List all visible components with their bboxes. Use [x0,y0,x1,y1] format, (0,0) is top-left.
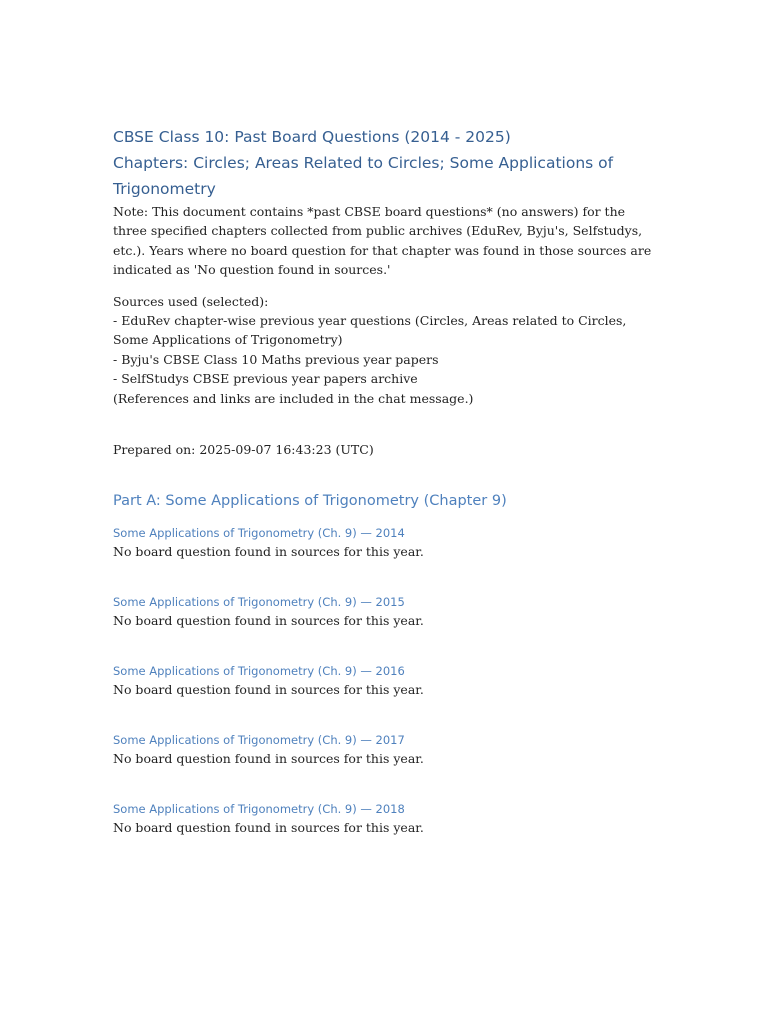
document-subtitle: Chapters: Circles; Areas Related to Circles; Some Applications of Trigonometry [113,154,614,198]
year-entry-text: No board question found in sources for this year. [113,751,424,767]
prepared-date: Prepared on: 2025-09-07 16:43:23 (UTC) [113,442,374,458]
part-a-heading: Part A: Some Applications of Trigonometry (Chapter 9) [113,493,507,510]
sources-line: - EduRev chapter-wise previous year questions (Circles, Areas related to Circles, Some Applications of Trigonometry) [113,313,627,348]
year-entry-text: No board question found in sources for this year. [113,544,424,560]
year-entry-heading: Some Applications of Trigonometry (Ch. 9) — 2014 [113,526,405,541]
year-entry-text: No board question found in sources for this year. [113,820,424,836]
year-entry [113,593,653,631]
document-page [113,124,653,838]
year-entry-heading: Some Applications of Trigonometry (Ch. 9) — 2017 [113,733,405,748]
year-entry-heading: Some Applications of Trigonometry (Ch. 9) — 2016 [113,664,405,679]
sources-line: - Byju's CBSE Class 10 Maths previous year papers [113,351,439,367]
document-title: CBSE Class 10: Past Board Questions (2014 - 2025) [113,128,511,146]
sources-line: Sources used (selected): [113,293,269,309]
year-entry [113,524,653,562]
year-entry [113,731,653,769]
year-entry-heading: Some Applications of Trigonometry (Ch. 9) — 2018 [113,802,405,817]
sources-block [113,292,653,408]
note-paragraph: Note: This document contains *past CBSE board questions* (no answers) for the three specified chapters collected from public archives (EduRev, Byju's, Selfstudys, etc.). Years where no board question for that chapter was found in those sources are indicated as 'No question found in sources.' [113,204,652,278]
year-entry-text: No board question found in sources for this year. [113,682,424,698]
year-entry [113,662,653,700]
sources-line: (References and links are included in the chat message.) [113,390,474,406]
year-entry-heading: Some Applications of Trigonometry (Ch. 9) — 2015 [113,595,405,610]
sources-line: - SelfStudys CBSE previous year papers archive [113,371,418,387]
year-entry-text: No board question found in sources for this year. [113,613,424,629]
year-entry [113,800,653,838]
